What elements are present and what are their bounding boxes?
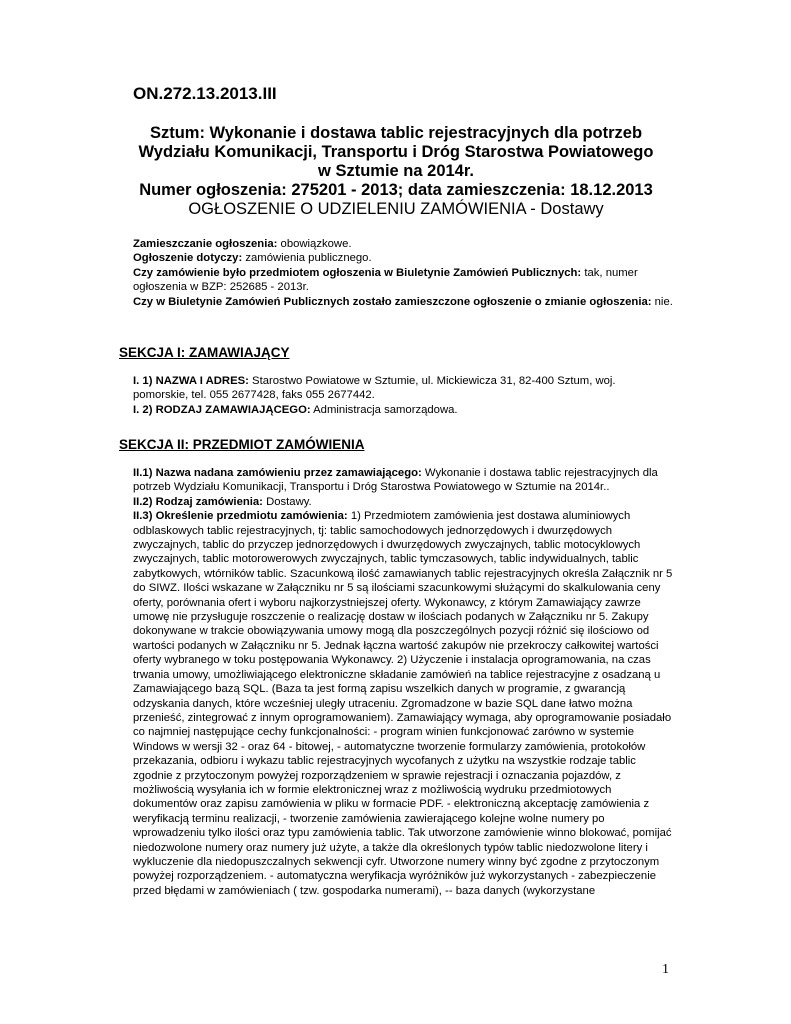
order-name-label: II.1) Nazwa nadana zamówieniu przez zamawiającego:: [133, 467, 422, 479]
contracting-authority-type-row: [133, 403, 673, 417]
bzp-label: Czy zamówienie było przedmiotem ogłoszenia w Biuletynie Zamówień Publicznych:: [133, 266, 582, 279]
change-label: Czy w Biuletynie Zamówień Publicznych zostało zamieszczone ogłoszenie o zmianie ogłoszenia:: [133, 295, 652, 308]
publication-label: Zamieszczanie ogłoszenia:: [133, 238, 278, 250]
order-kind-label: II.2) Rodzaj zamówienia:: [133, 495, 263, 508]
bzp-row: [133, 266, 673, 295]
section-1-heading: SEKCJA I: ZAMAWIAJĄCY: [119, 345, 290, 360]
change-row: [133, 295, 673, 309]
name-address-value: Starostwo Powiatowe w Sztumie, ul. Mickiewicza 31, 82-400 Sztum, woj. pomorskie, tel. 055 2677428, faks 055 2677442.: [133, 375, 616, 402]
title-line-2: Wydziału Komunikacji, Transportu i Dróg Starostwa Powiatowego: [138, 143, 654, 161]
announcement-number-line: Numer ogłoszenia: 275201 - 2013; data zamieszczenia: 18.12.2013: [139, 181, 653, 199]
section-2-body: [133, 466, 673, 898]
title-line-3: w Sztumie na 2014r.: [318, 162, 474, 180]
concerns-label: Ogłoszenie dotyczy:: [133, 252, 243, 265]
publication-value: obowiązkowe.: [277, 238, 352, 250]
change-value: nie.: [651, 295, 673, 308]
title-line-1: Sztum: Wykonanie i dostawa tablic rejestracyjnych dla potrzeb: [149, 124, 643, 142]
page-number: 1: [662, 962, 669, 977]
title-block: [118, 124, 674, 219]
order-description-label: II.3) Określenie przedmiotu zamówienia:: [133, 510, 348, 523]
order-kind-value: Dostawy.: [262, 495, 312, 508]
authority-type-value: Administracja samorządowa.: [310, 403, 458, 416]
section-1-body: [133, 374, 673, 417]
publication-meta: [133, 237, 673, 309]
document-id: ON.272.13.2013.III: [133, 84, 277, 103]
publication-row: [133, 237, 673, 251]
section-2-heading: SEKCJA II: PRZEDMIOT ZAMÓWIENIA: [119, 437, 365, 452]
order-name-row: [133, 466, 673, 495]
order-description-value: 1) Przedmiotem zamówienia jest dostawa aluminiowych odblaskowych tablic rejestracyjnych, tj: tablic samochodowych jednorzędowych i dwurzędowych zwyczajnych, tablic do przyczep jednorzędowych i dwurzędowych zwyczajnych, tablic motocyklowych zwyczajnych, tablic motorowerowych zwyczajnych, tablic tymczasowych, tablic indywidualnych, tablic zabytkowych, wtórników tablic. Szacunkową ilość zamawianych tablic rejestracyjnych określa Załącznik nr 5 do SIWZ. Ilości wskazane w Załączniku nr 5 są ilościami szacunkowymi służącymi do skalkulowania ceny oferty, porównania ofert i wyboru najkorzystniejszej oferty. Wykonawcy, z którym Zamawiający zawrze umowę nie przysługuje roszczenie o realizację dostaw w ilościach podanych w Załączniku nr 5. Zakupy dokonywane w trakcie obowiązywania umowy mogą dla poszczególnych pozycji różnić się ilościowo od wartości podanych w Załączniku nr 5. Jednak łączna wartość zakupów nie przekroczy całkowitej wartości oferty wybranego w toku postępowania Wykonawcy. 2) Użyczenie i instalacja oprogramowania, na czas trwania umowy, umożliwiającego elektroniczne składanie zamówień na tablice rejestracyjne z osadzaną u Zamawiającego bazą SQL. (Baza ta jest formą zapisu wszelkich danych w programie, z gwarancją odzyskania danych, które wcześniej uległy utraceniu. Zgromadzone w bazie SQL dane łatwo można przenieść, zintegrować z innym oprogramowaniem). Zamawiający wymaga, aby oprogramowanie posiadało co najmniej następujące cechy funkcjonalności: - program winien funkcjonować zarówno w systemie Windows w wersji 32 - oraz 64 - bitowej, - automatyczne tworzenie formularzy zamówienia, protokołów przekazania, odbioru i wykazu tablic rejestracyjnych wycofanych z użytku na wszystkie rodzaje tablic zgodnie z przytoczonym powyżej rozporządzeniem w sprawie rejestracji i oznaczania pojazdów, z możliwością wysyłania ich w formie elektronicznej wraz z możliwością wydruku przedmiotowych dokumentów oraz zapisu zamówienia w pliku w formacie PDF. - elektroniczną akceptację zamówienia z weryfikacją terminu realizacji, - tworzenie zamówienia zawierającego kolejne wolne numery po wprowadzeniu tylko ilości oraz typu zamówienia tablic. Tak utworzone zamówienie winno blokować, pomijać niedozwolone numery oraz numery już użyte, a także dla określonych typów tablic niedozwolone litery i wykluczenie dla niedopuszczalnych sekwencji cyfr. Utworzone numery winny być zgodne z przytoczonym powyżej rozporządzeniem. - automatyczna weryfikacja wyróżników już wykorzystanych - zabezpieczenie przed błędami w zamówieniach ( tzw. gospodarka numerami), -- baza danych (wykorzystane: [133, 510, 673, 897]
notice-subtitle: OGŁOSZENIE O UDZIELENIU ZAMÓWIENIA - Dostawy: [188, 200, 604, 218]
concerns-value: zamówienia publicznego.: [242, 252, 372, 265]
authority-type-label: I. 2) RODZAJ ZAMAWIAJĄCEGO:: [133, 403, 311, 416]
bzp-value: tak, numer ogłoszenia w BZP: 252685 - 2013r.: [133, 266, 638, 294]
order-description-row: [133, 509, 673, 898]
concerns-row: [133, 251, 673, 265]
name-address-label: I. 1) NAZWA I ADRES:: [133, 375, 249, 387]
order-name-value: Wykonanie i dostawa tablic rejestracyjnych dla potrzeb Wydziału Komunikacji, Transportu i Dróg Starostwa Powiatowego w Sztumie na 2014r..: [133, 467, 658, 494]
order-kind-row: [133, 495, 673, 509]
contracting-authority-name-row: [133, 374, 673, 403]
